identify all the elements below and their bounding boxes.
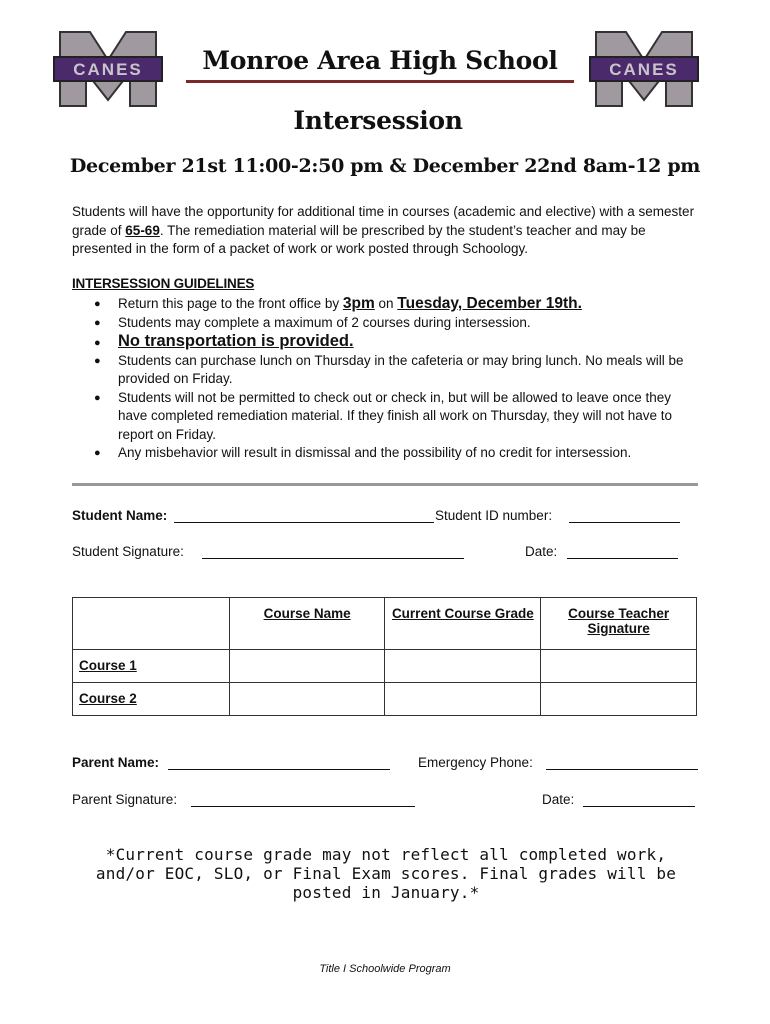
title-rule: [186, 80, 574, 83]
guideline-item: ● Students will not be permitted to check out or check in, but will be allowed to leave once they have completed remediation material. If they finish all work on Thursday, they will not have to report on Friday.: [94, 389, 673, 442]
course-1-grade-cell[interactable]: [385, 650, 541, 683]
guidelines-list: [94, 295, 704, 463]
col-teacher-signature: Course Teacher Signature: [541, 598, 697, 650]
row-course-1: Course 1: [73, 650, 230, 683]
intersession-dates: December 21st 11:00-2:50 pm & December 22nd 8am-12 pm: [69, 155, 701, 177]
no-transportation-notice: No transportation is provided.: [118, 332, 354, 350]
student-name-field[interactable]: [174, 522, 434, 523]
course-2-grade-cell[interactable]: [385, 683, 541, 716]
parent-signature-field[interactable]: [191, 806, 415, 807]
grade-range: 65-69: [125, 222, 160, 238]
emergency-phone-label: Emergency Phone:: [418, 755, 533, 770]
parent-name-field[interactable]: [168, 769, 390, 770]
guideline-item: ● Students can purchase lunch on Thursday in the cafeteria or may bring lunch. No meals will be provided on Friday.: [94, 352, 684, 386]
courses-table: [72, 597, 697, 716]
canes-logo-right: [588, 30, 700, 108]
table-row: [73, 683, 697, 716]
student-signature-field[interactable]: [202, 558, 464, 559]
document-title: Intersession: [293, 106, 463, 135]
parent-name-label: Parent Name:: [72, 755, 160, 770]
guideline-item: ● Return this page to the front office by 3pm on Tuesday, December 19th.: [94, 295, 582, 312]
col-course-name: Course Name: [229, 598, 385, 650]
intro-text-1: Students will have the opportunity for additional time in courses (academic and elective) with a semester grade of: [72, 204, 695, 238]
guidelines-heading: INTERSESSION GUIDELINES: [72, 276, 255, 291]
student-signature-label: Student Signature:: [72, 544, 184, 559]
parent-signature-label: Parent Signature:: [72, 792, 178, 807]
parent-date-field[interactable]: [583, 806, 695, 807]
grade-footnote: *Current course grade may not reflect all completed work, and/or EOC, SLO, or Final Exam scores. Final grades will be posted in January.*: [95, 845, 677, 902]
col-current-grade: Current Course Grade: [385, 598, 541, 650]
canes-logo-left: [52, 30, 164, 108]
table-corner-cell: [73, 598, 230, 650]
course-1-signature-cell[interactable]: [541, 650, 697, 683]
row-course-2: Course 2: [73, 683, 230, 716]
logo-text: CANES: [73, 60, 143, 79]
student-name-label: Student Name:: [72, 508, 168, 523]
deadline-time: 3pm: [342, 295, 375, 312]
course-2-signature-cell[interactable]: [541, 683, 697, 716]
guideline-item: ● Students may complete a maximum of 2 courses during intersession.: [94, 314, 531, 330]
guideline-item: ● Any misbehavior will result in dismissal and the possibility of no credit for intersession.: [94, 445, 632, 460]
student-id-label: Student ID number:: [435, 508, 553, 523]
parent-date-label: Date:: [542, 792, 575, 807]
student-id-field[interactable]: [569, 522, 680, 523]
student-date-field[interactable]: [567, 558, 678, 559]
table-header-row: [73, 598, 697, 650]
emergency-phone-field[interactable]: [546, 769, 698, 770]
section-divider: [72, 483, 698, 486]
school-name: Monroe Area High School: [202, 46, 558, 75]
logo-text: CANES: [609, 60, 679, 79]
student-date-label: Date:: [525, 544, 558, 559]
deadline-date: Tuesday, December 19th.: [397, 295, 582, 312]
table-row: [73, 650, 697, 683]
guideline-item: ● No transportation is provided.: [94, 332, 354, 350]
page-footer: Title I Schoolwide Program: [319, 963, 451, 975]
course-2-name-cell[interactable]: [229, 683, 385, 716]
intro-text-2: . The remediation material will be prescribed by the student’s teacher and may be presented in the form of a packet of work or work posted through Schoology.: [72, 222, 646, 256]
course-1-name-cell[interactable]: [229, 650, 385, 683]
intro-paragraph: [72, 203, 702, 259]
